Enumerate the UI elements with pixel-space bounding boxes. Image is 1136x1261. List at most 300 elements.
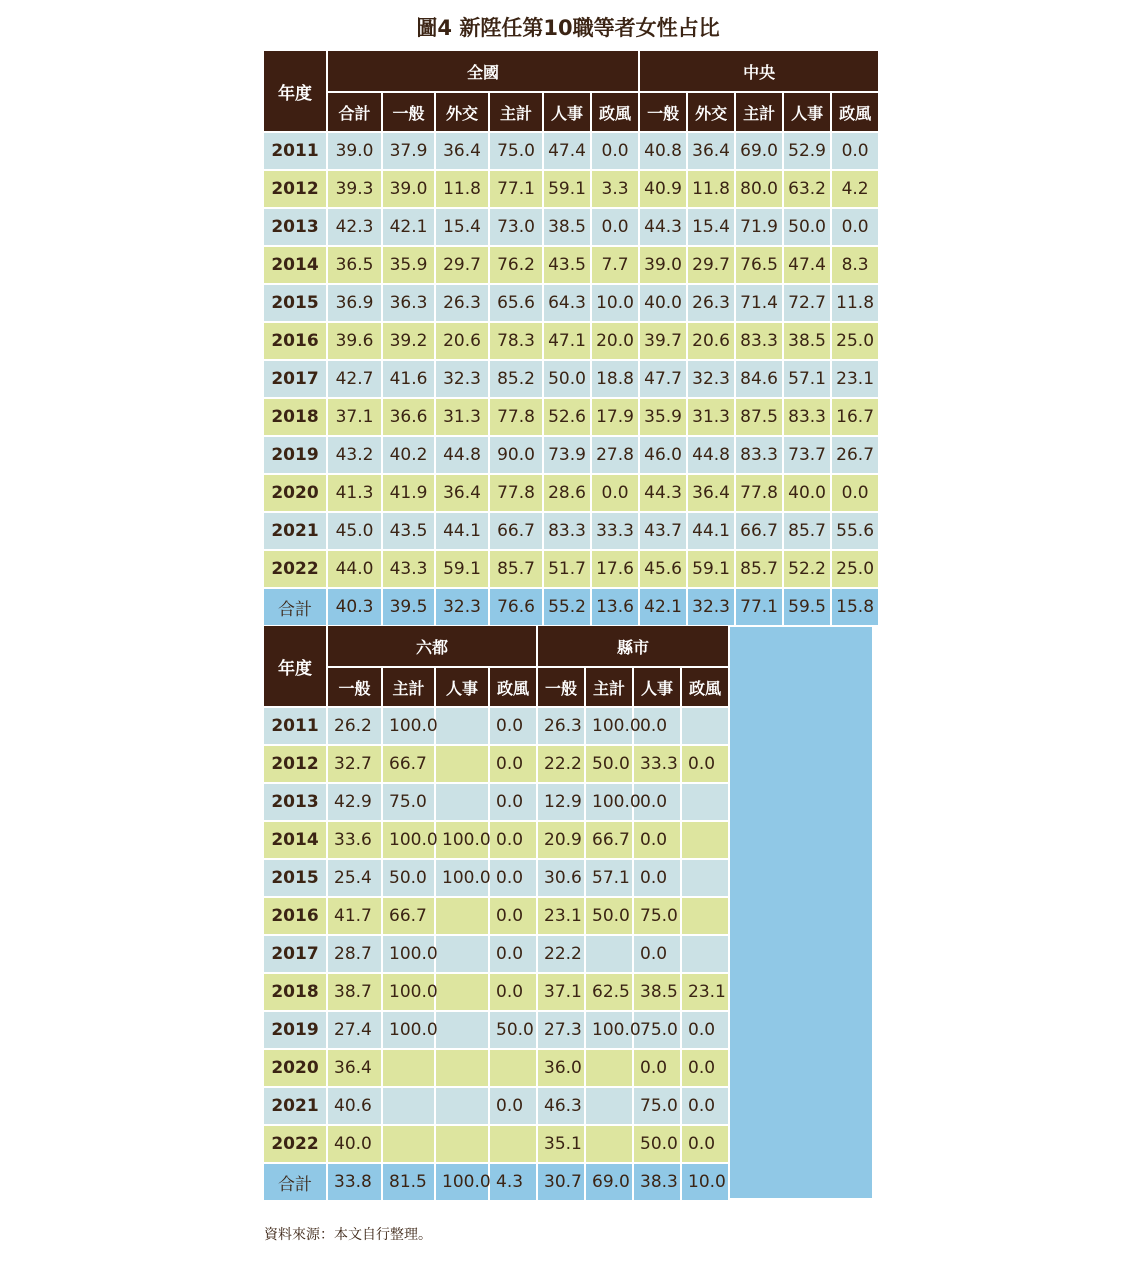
value-cell: 75.0: [634, 898, 682, 936]
column-header: 主計: [383, 668, 436, 708]
value-cell: 36.4: [328, 1050, 383, 1088]
value-cell: 100.0: [436, 822, 490, 860]
year-cell: 2013: [264, 784, 328, 822]
value-cell: 20.9: [538, 822, 586, 860]
value-cell: 0.0: [832, 209, 880, 247]
table-row: [264, 1050, 730, 1088]
total-cell: 39.5: [383, 589, 436, 627]
value-cell: [490, 1126, 538, 1164]
value-cell: 100.0: [383, 1012, 436, 1050]
year-cell: 2020: [264, 1050, 328, 1088]
table-row: [264, 936, 730, 974]
value-cell: 66.7: [736, 513, 784, 551]
value-cell: [436, 1050, 490, 1088]
value-cell: 20.6: [688, 323, 736, 361]
value-cell: 31.3: [436, 399, 490, 437]
column-header: 人事: [634, 668, 682, 708]
total-row: [264, 1164, 730, 1202]
table-row: [264, 475, 880, 513]
value-cell: 15.4: [688, 209, 736, 247]
value-cell: 30.6: [538, 860, 586, 898]
value-cell: 36.4: [436, 475, 490, 513]
value-cell: 78.3: [490, 323, 544, 361]
value-cell: [586, 1050, 634, 1088]
value-cell: 84.6: [736, 361, 784, 399]
value-cell: 44.8: [436, 437, 490, 475]
value-cell: 27.4: [328, 1012, 383, 1050]
value-cell: 50.0: [544, 361, 592, 399]
value-cell: 39.7: [640, 323, 688, 361]
table-national-central: [264, 51, 880, 627]
value-cell: [586, 1126, 634, 1164]
column-header: 一般: [328, 668, 383, 708]
value-cell: 40.6: [328, 1088, 383, 1126]
value-cell: 45.6: [640, 551, 688, 589]
value-cell: 0.0: [634, 860, 682, 898]
value-cell: 76.5: [736, 247, 784, 285]
group-header-central: 中央: [640, 51, 880, 93]
value-cell: 26.2: [328, 708, 383, 746]
table-row: [264, 784, 730, 822]
value-cell: 36.0: [538, 1050, 586, 1088]
value-cell: 36.3: [383, 285, 436, 323]
value-cell: 40.0: [328, 1126, 383, 1164]
value-cell: 0.0: [592, 133, 640, 171]
value-cell: 39.3: [328, 171, 383, 209]
value-cell: 77.1: [490, 171, 544, 209]
value-cell: 22.2: [538, 936, 586, 974]
value-cell: 63.2: [784, 171, 832, 209]
column-header: 一般: [640, 93, 688, 133]
value-cell: 71.4: [736, 285, 784, 323]
table-row: [264, 898, 730, 936]
value-cell: 76.2: [490, 247, 544, 285]
value-cell: 38.5: [784, 323, 832, 361]
value-cell: 73.9: [544, 437, 592, 475]
value-cell: 100.0: [383, 974, 436, 1012]
table-row: [264, 323, 880, 361]
value-cell: 100.0: [383, 822, 436, 860]
value-cell: 57.1: [784, 361, 832, 399]
total-cell: 76.6: [490, 589, 544, 627]
value-cell: 62.5: [586, 974, 634, 1012]
value-cell: 50.0: [490, 1012, 538, 1050]
value-cell: [383, 1050, 436, 1088]
value-cell: 25.4: [328, 860, 383, 898]
value-cell: 29.7: [688, 247, 736, 285]
value-cell: 38.7: [328, 974, 383, 1012]
year-cell: 2012: [264, 171, 328, 209]
value-cell: [436, 1012, 490, 1050]
column-header: 一般: [538, 668, 586, 708]
value-cell: 43.5: [383, 513, 436, 551]
value-cell: 29.7: [436, 247, 490, 285]
value-cell: 35.9: [383, 247, 436, 285]
total-label: 合計: [264, 589, 328, 627]
value-cell: 20.0: [592, 323, 640, 361]
value-cell: 75.0: [490, 133, 544, 171]
value-cell: 39.0: [328, 133, 383, 171]
value-cell: 71.9: [736, 209, 784, 247]
group-header-six-municipalities: 六都: [328, 626, 538, 668]
value-cell: 37.1: [538, 974, 586, 1012]
value-cell: 39.2: [383, 323, 436, 361]
value-cell: 0.0: [490, 1088, 538, 1126]
value-cell: 42.1: [383, 209, 436, 247]
value-cell: 52.9: [784, 133, 832, 171]
value-cell: [682, 822, 730, 860]
year-cell: 2018: [264, 399, 328, 437]
value-cell: 46.3: [538, 1088, 586, 1126]
value-cell: 0.0: [634, 822, 682, 860]
year-cell: 2016: [264, 898, 328, 936]
total-cell: 59.5: [784, 589, 832, 627]
table-municipal-county: [264, 626, 730, 1202]
value-cell: 72.7: [784, 285, 832, 323]
group-header-counties-cities: 縣市: [538, 626, 730, 668]
total-cell: 10.0: [682, 1164, 730, 1202]
value-cell: 8.3: [832, 247, 880, 285]
value-cell: 3.3: [592, 171, 640, 209]
table-row: [264, 209, 880, 247]
value-cell: 42.9: [328, 784, 383, 822]
value-cell: 28.6: [544, 475, 592, 513]
value-cell: 32.3: [688, 361, 736, 399]
value-cell: 36.4: [436, 133, 490, 171]
value-cell: 39.6: [328, 323, 383, 361]
year-cell: 2022: [264, 551, 328, 589]
value-cell: 12.9: [538, 784, 586, 822]
value-cell: 0.0: [634, 708, 682, 746]
value-cell: 0.0: [490, 936, 538, 974]
value-cell: 32.7: [328, 746, 383, 784]
table-row: [264, 133, 880, 171]
column-header: 政風: [592, 93, 640, 133]
value-cell: 73.7: [784, 437, 832, 475]
table-row: [264, 171, 880, 209]
column-header: 人事: [544, 93, 592, 133]
total-cell: 81.5: [383, 1164, 436, 1202]
value-cell: 27.3: [538, 1012, 586, 1050]
column-header: 外交: [688, 93, 736, 133]
table-row: [264, 860, 730, 898]
value-cell: 73.0: [490, 209, 544, 247]
table-row: [264, 1088, 730, 1126]
value-cell: 50.0: [784, 209, 832, 247]
value-cell: 0.0: [490, 708, 538, 746]
value-cell: 59.1: [436, 551, 490, 589]
table-row: [264, 437, 880, 475]
table-row: [264, 247, 880, 285]
year-cell: 2011: [264, 708, 328, 746]
group-header-national: 全國: [328, 51, 640, 93]
value-cell: 11.8: [436, 171, 490, 209]
total-cell: 77.1: [736, 589, 784, 627]
value-cell: 38.5: [634, 974, 682, 1012]
value-cell: 66.7: [490, 513, 544, 551]
total-cell: 42.1: [640, 589, 688, 627]
value-cell: [586, 1088, 634, 1126]
total-cell: 55.2: [544, 589, 592, 627]
value-cell: 44.0: [328, 551, 383, 589]
value-cell: 0.0: [682, 1126, 730, 1164]
value-cell: 0.0: [634, 784, 682, 822]
total-cell: 40.3: [328, 589, 383, 627]
value-cell: 11.8: [832, 285, 880, 323]
value-cell: 40.0: [640, 285, 688, 323]
value-cell: 47.4: [544, 133, 592, 171]
value-cell: [383, 1126, 436, 1164]
value-cell: 28.7: [328, 936, 383, 974]
table-row: [264, 1126, 730, 1164]
year-cell: 2020: [264, 475, 328, 513]
value-cell: 59.1: [688, 551, 736, 589]
value-cell: 77.8: [490, 475, 544, 513]
column-header: 主計: [736, 93, 784, 133]
value-cell: 0.0: [682, 1088, 730, 1126]
value-cell: 26.3: [538, 708, 586, 746]
value-cell: 26.7: [832, 437, 880, 475]
value-cell: 0.0: [592, 475, 640, 513]
value-cell: 39.0: [640, 247, 688, 285]
value-cell: 0.0: [490, 746, 538, 784]
value-cell: 36.4: [688, 475, 736, 513]
year-header: 年度: [264, 626, 328, 708]
value-cell: [436, 1126, 490, 1164]
value-cell: 37.1: [328, 399, 383, 437]
value-cell: 85.2: [490, 361, 544, 399]
value-cell: [436, 974, 490, 1012]
value-cell: 83.3: [736, 323, 784, 361]
year-cell: 2013: [264, 209, 328, 247]
value-cell: 42.3: [328, 209, 383, 247]
table-row: [264, 399, 880, 437]
value-cell: 36.5: [328, 247, 383, 285]
year-cell: 2019: [264, 1012, 328, 1050]
value-cell: 47.1: [544, 323, 592, 361]
value-cell: 20.6: [436, 323, 490, 361]
column-header: 政風: [832, 93, 880, 133]
value-cell: 52.6: [544, 399, 592, 437]
column-header: 主計: [586, 668, 634, 708]
value-cell: 33.6: [328, 822, 383, 860]
value-cell: 27.8: [592, 437, 640, 475]
year-cell: 2017: [264, 361, 328, 399]
value-cell: 85.7: [784, 513, 832, 551]
value-cell: 33.3: [634, 746, 682, 784]
value-cell: 0.0: [634, 936, 682, 974]
source-note: 資料來源：本文自行整理。: [264, 1227, 432, 1243]
total-cell: 30.7: [538, 1164, 586, 1202]
value-cell: 83.3: [784, 399, 832, 437]
value-cell: 36.9: [328, 285, 383, 323]
year-cell: 2019: [264, 437, 328, 475]
year-cell: 2018: [264, 974, 328, 1012]
table-row: [264, 551, 880, 589]
year-cell: 2015: [264, 285, 328, 323]
value-cell: 44.1: [688, 513, 736, 551]
value-cell: 26.3: [436, 285, 490, 323]
value-cell: 55.6: [832, 513, 880, 551]
value-cell: 50.0: [634, 1126, 682, 1164]
value-cell: 35.9: [640, 399, 688, 437]
value-cell: 25.0: [832, 551, 880, 589]
year-cell: 2012: [264, 746, 328, 784]
value-cell: 65.6: [490, 285, 544, 323]
value-cell: 75.0: [383, 784, 436, 822]
value-cell: 0.0: [490, 898, 538, 936]
value-cell: 85.7: [736, 551, 784, 589]
value-cell: 15.4: [436, 209, 490, 247]
value-cell: 10.0: [592, 285, 640, 323]
value-cell: 36.6: [383, 399, 436, 437]
value-cell: 75.0: [634, 1012, 682, 1050]
value-cell: 38.5: [544, 209, 592, 247]
value-cell: 41.6: [383, 361, 436, 399]
value-cell: 47.7: [640, 361, 688, 399]
value-cell: 23.1: [538, 898, 586, 936]
value-cell: 23.1: [682, 974, 730, 1012]
value-cell: 100.0: [586, 708, 634, 746]
value-cell: 16.7: [832, 399, 880, 437]
value-cell: 43.7: [640, 513, 688, 551]
value-cell: 0.0: [832, 475, 880, 513]
table-row: [264, 708, 730, 746]
value-cell: 45.0: [328, 513, 383, 551]
value-cell: 37.9: [383, 133, 436, 171]
total-cell: 38.3: [634, 1164, 682, 1202]
value-cell: 11.8: [688, 171, 736, 209]
value-cell: [682, 936, 730, 974]
value-cell: 57.1: [586, 860, 634, 898]
value-cell: 46.0: [640, 437, 688, 475]
value-cell: 69.0: [736, 133, 784, 171]
table-row: [264, 822, 730, 860]
value-cell: 40.8: [640, 133, 688, 171]
value-cell: 51.7: [544, 551, 592, 589]
value-cell: 75.0: [634, 1088, 682, 1126]
value-cell: 36.4: [688, 133, 736, 171]
value-cell: 59.1: [544, 171, 592, 209]
value-cell: 0.0: [490, 974, 538, 1012]
value-cell: 18.8: [592, 361, 640, 399]
table-row: [264, 513, 880, 551]
value-cell: 4.2: [832, 171, 880, 209]
value-cell: 50.0: [586, 746, 634, 784]
value-cell: [682, 784, 730, 822]
value-cell: 50.0: [586, 898, 634, 936]
value-cell: 44.3: [640, 209, 688, 247]
value-cell: 83.3: [736, 437, 784, 475]
column-header: 一般: [383, 93, 436, 133]
column-header: 外交: [436, 93, 490, 133]
value-cell: 39.0: [383, 171, 436, 209]
value-cell: 7.7: [592, 247, 640, 285]
value-cell: 100.0: [383, 708, 436, 746]
total-cell: 4.3: [490, 1164, 538, 1202]
value-cell: 41.7: [328, 898, 383, 936]
table-row: [264, 285, 880, 323]
table-row: [264, 361, 880, 399]
year-header: 年度: [264, 51, 328, 133]
value-cell: 17.9: [592, 399, 640, 437]
value-cell: 100.0: [586, 1012, 634, 1050]
value-cell: 0.0: [682, 746, 730, 784]
value-cell: 0.0: [682, 1012, 730, 1050]
value-cell: 47.4: [784, 247, 832, 285]
value-cell: 43.3: [383, 551, 436, 589]
total-cell: 100.0: [436, 1164, 490, 1202]
column-header: 人事: [436, 668, 490, 708]
value-cell: 64.3: [544, 285, 592, 323]
value-cell: 52.2: [784, 551, 832, 589]
total-cell: 15.8: [832, 589, 880, 627]
value-cell: 41.3: [328, 475, 383, 513]
value-cell: [490, 1050, 538, 1088]
value-cell: 42.7: [328, 361, 383, 399]
year-cell: 2015: [264, 860, 328, 898]
value-cell: 77.8: [490, 399, 544, 437]
value-cell: 40.9: [640, 171, 688, 209]
year-cell: 2014: [264, 822, 328, 860]
column-header: 人事: [784, 93, 832, 133]
value-cell: [682, 708, 730, 746]
column-header: 政風: [682, 668, 730, 708]
year-cell: 2022: [264, 1126, 328, 1164]
value-cell: 50.0: [383, 860, 436, 898]
value-cell: 0.0: [490, 860, 538, 898]
value-cell: 35.1: [538, 1126, 586, 1164]
value-cell: [383, 1088, 436, 1126]
value-cell: 66.7: [383, 746, 436, 784]
total-cell: 33.8: [328, 1164, 383, 1202]
year-cell: 2016: [264, 323, 328, 361]
year-cell: 2017: [264, 936, 328, 974]
value-cell: 17.6: [592, 551, 640, 589]
table-row: [264, 746, 730, 784]
total-cell: 32.3: [688, 589, 736, 627]
value-cell: 85.7: [490, 551, 544, 589]
chart-title: 圖4 新陞任第10職等者女性占比: [416, 16, 720, 40]
value-cell: 66.7: [586, 822, 634, 860]
value-cell: 44.8: [688, 437, 736, 475]
value-cell: 77.8: [736, 475, 784, 513]
year-cell: 2014: [264, 247, 328, 285]
year-cell: 2021: [264, 513, 328, 551]
total-cell: 69.0: [586, 1164, 634, 1202]
value-cell: [436, 708, 490, 746]
value-cell: [436, 1088, 490, 1126]
value-cell: 0.0: [490, 822, 538, 860]
value-cell: 90.0: [490, 437, 544, 475]
value-cell: 87.5: [736, 399, 784, 437]
value-cell: 26.3: [688, 285, 736, 323]
value-cell: 43.5: [544, 247, 592, 285]
value-cell: 40.0: [784, 475, 832, 513]
value-cell: 0.0: [592, 209, 640, 247]
value-cell: 80.0: [736, 171, 784, 209]
table-panel: [264, 51, 875, 1198]
value-cell: [436, 784, 490, 822]
value-cell: [682, 860, 730, 898]
value-cell: 0.0: [490, 784, 538, 822]
value-cell: [586, 936, 634, 974]
total-cell: 32.3: [436, 589, 490, 627]
value-cell: 33.3: [592, 513, 640, 551]
column-header: 政風: [490, 668, 538, 708]
value-cell: 32.3: [436, 361, 490, 399]
table-row: [264, 974, 730, 1012]
